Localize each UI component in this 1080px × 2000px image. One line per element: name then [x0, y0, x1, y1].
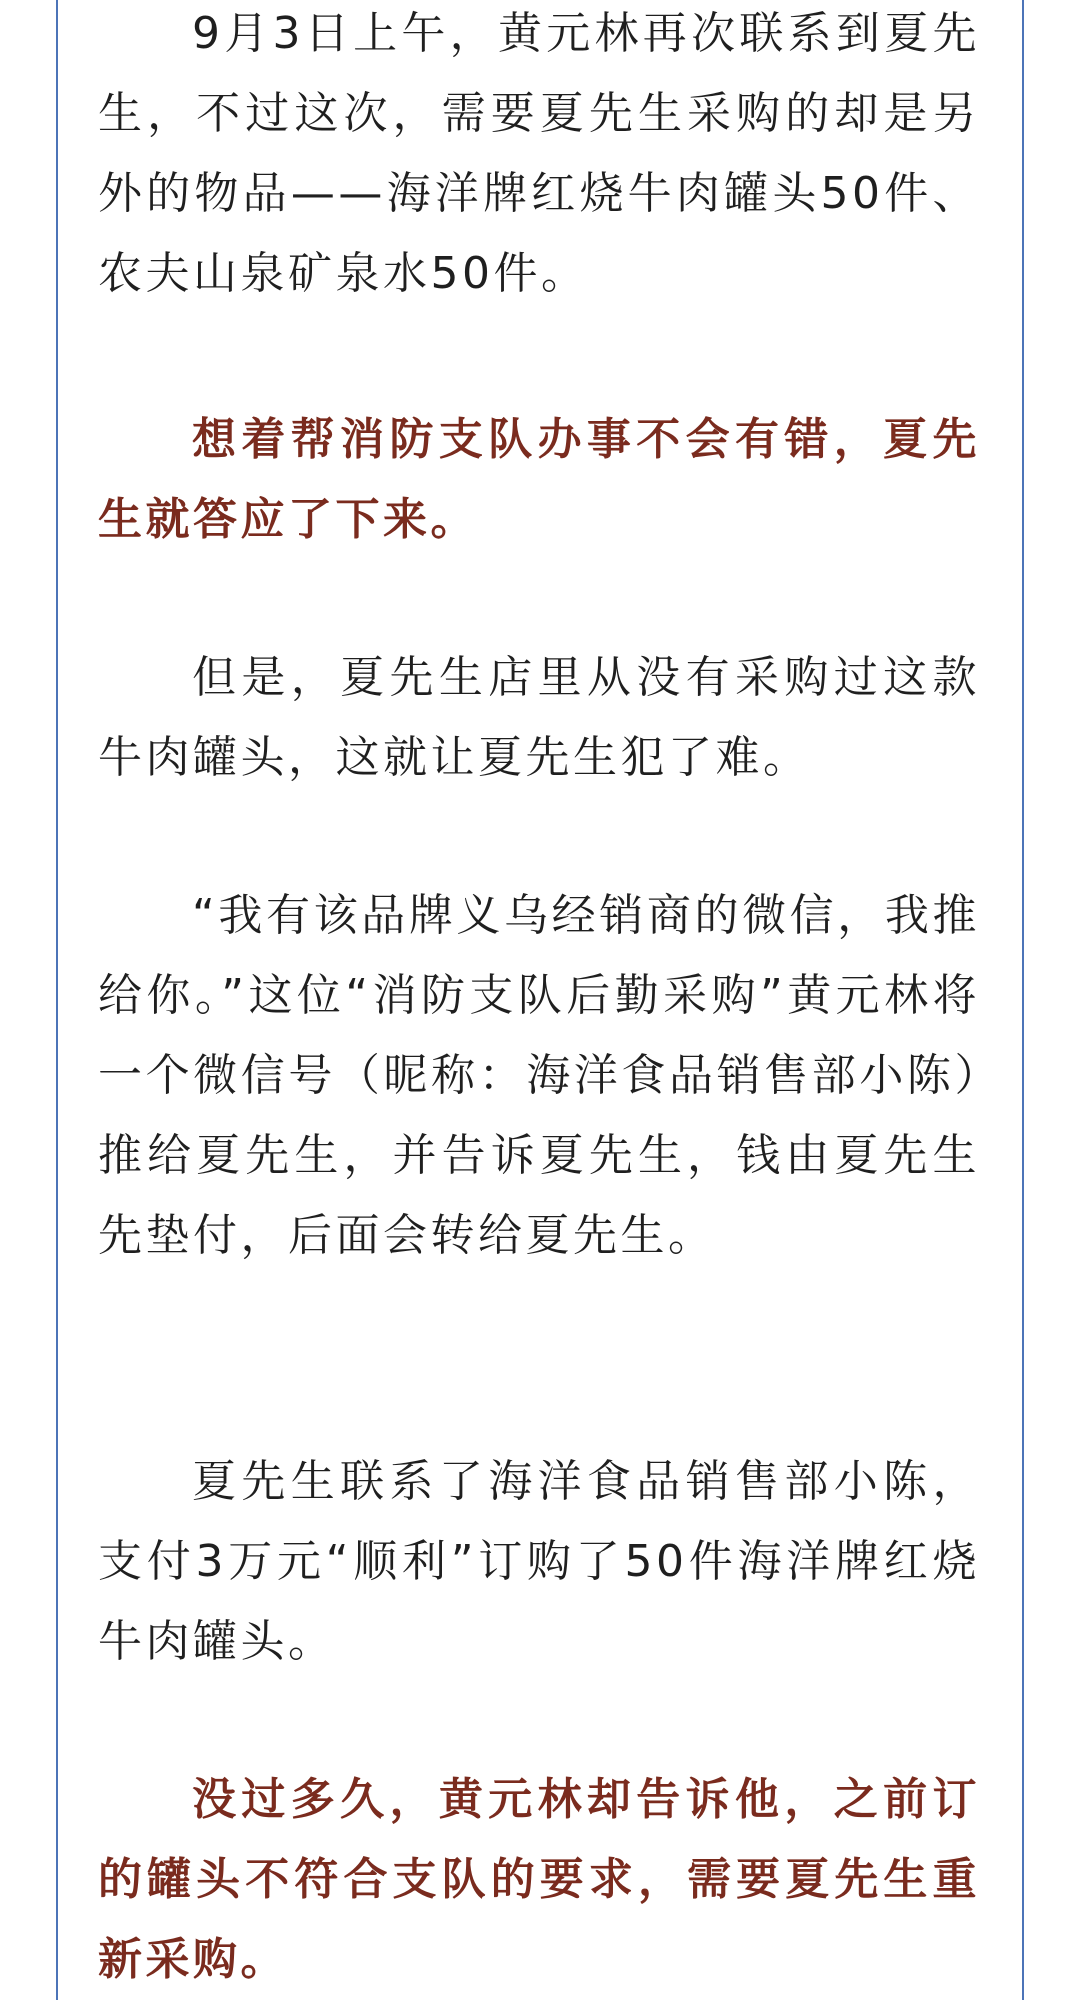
paragraph-wechat-referral: “我有该品牌义乌经销商的微信，我推给你。”这位“消防支队后勤采购”黄元林将一个微信号（昵称：海洋食品销售部小陈）推给夏先生，并告诉夏先生，钱由夏先生先垫付，后面会转给夏先生。: [98, 890, 980, 1261]
paragraph-agreed-emphasis: 想着帮消防支队办事不会有错，夏先生就答应了下来。: [98, 414, 980, 545]
paragraph-repurchase-emphasis: 没过多久，黄元林却告诉他，之前订的罐头不符合支队的要求，需要夏先生重新采购。: [98, 1774, 980, 1985]
paragraph-payment: 夏先生联系了海洋食品销售部小陈，支付3万元“顺利”订购了50件海洋牌红烧牛肉罐头。: [98, 1456, 980, 1667]
paragraph-never-purchased: 但是，夏先生店里从没有采购过这款牛肉罐头，这就让夏先生犯了难。: [98, 652, 980, 783]
paragraph-purchase-request: 9月3日上午，黄元林再次联系到夏先生，不过这次，需要夏先生采购的却是另外的物品——海洋牌红烧牛肉罐头50件、农夫山泉矿泉水50件。: [98, 8, 980, 299]
